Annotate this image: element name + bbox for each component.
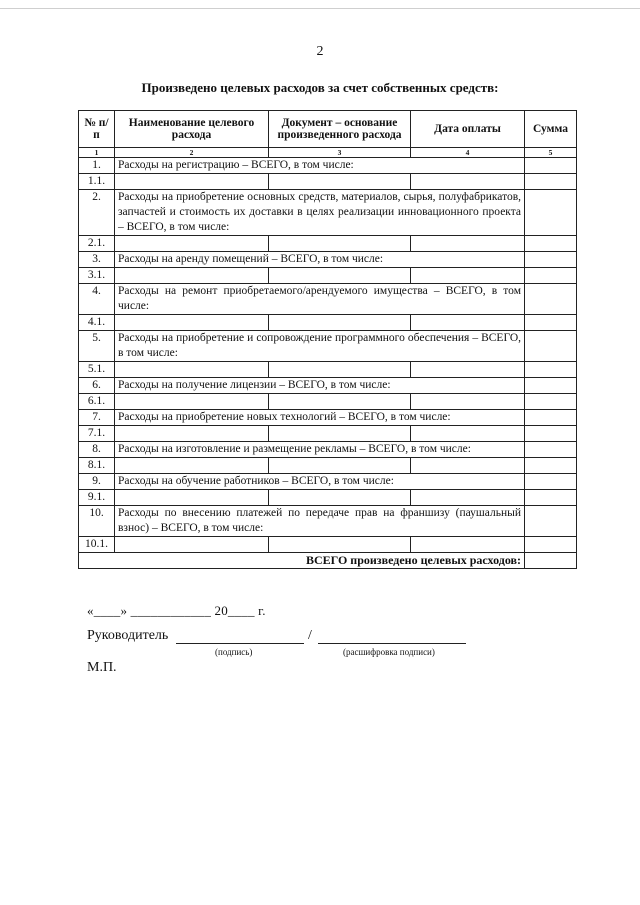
row-number: 7.1. xyxy=(79,426,115,442)
row-date xyxy=(411,426,525,442)
table-row-category xyxy=(79,252,577,268)
row-sum xyxy=(525,458,577,474)
row-number: 9.1. xyxy=(79,490,115,506)
row-number: 3. xyxy=(79,252,115,268)
row-date xyxy=(411,458,525,474)
row-date xyxy=(411,362,525,378)
row-number: 5.1. xyxy=(79,362,115,378)
table-row-item xyxy=(79,458,577,474)
row-name: Расходы на обучение работников – ВСЕГО, в том числе: xyxy=(115,474,525,490)
row-number: 8. xyxy=(79,442,115,458)
decryption-field xyxy=(318,643,466,644)
table-row-item xyxy=(79,315,577,331)
row-name xyxy=(115,458,269,474)
table-row-category xyxy=(79,506,577,537)
table-row-category xyxy=(79,284,577,315)
row-sum xyxy=(525,331,577,362)
table-row-category xyxy=(79,474,577,490)
total-sum-cell xyxy=(525,553,577,569)
table-body xyxy=(79,158,577,553)
table-row-item xyxy=(79,426,577,442)
row-sum xyxy=(525,362,577,378)
row-name: Расходы на получение лицензии – ВСЕГО, в том числе: xyxy=(115,378,525,394)
header-sum: Сумма xyxy=(525,111,577,148)
top-rule xyxy=(0,8,640,9)
row-document xyxy=(269,268,411,284)
row-number: 7. xyxy=(79,410,115,426)
column-index: 4 xyxy=(411,148,525,158)
row-document xyxy=(269,174,411,190)
row-name xyxy=(115,236,269,252)
column-index: 1 xyxy=(79,148,115,158)
column-index: 5 xyxy=(525,148,577,158)
row-name xyxy=(115,315,269,331)
row-number: 10. xyxy=(79,506,115,537)
header-row xyxy=(79,111,577,148)
row-number: 5. xyxy=(79,331,115,362)
table-row-category xyxy=(79,331,577,362)
row-document xyxy=(269,537,411,553)
row-name xyxy=(115,394,269,410)
row-name xyxy=(115,362,269,378)
row-document xyxy=(269,236,411,252)
table-row-item xyxy=(79,174,577,190)
header-num: № п/п xyxy=(79,111,115,148)
decryption-caption: (расшифровка подписи) xyxy=(343,647,435,657)
row-number: 2. xyxy=(79,190,115,236)
page-number: 2 xyxy=(316,44,324,59)
row-document xyxy=(269,426,411,442)
column-index: 2 xyxy=(115,148,269,158)
signature-field xyxy=(176,643,304,644)
row-sum xyxy=(525,190,577,236)
document-title: Произведено целевых расходов за счет собственных средств: xyxy=(141,80,499,95)
row-name xyxy=(115,537,269,553)
row-sum xyxy=(525,537,577,553)
row-sum xyxy=(525,410,577,426)
row-name: Расходы на приобретение и сопровождение программного обеспечения – ВСЕГО, в том числе: xyxy=(115,331,525,362)
row-sum xyxy=(525,490,577,506)
row-sum xyxy=(525,236,577,252)
table-row-category xyxy=(79,190,577,236)
row-number: 6. xyxy=(79,378,115,394)
header-name: Наименование целевого расхода xyxy=(115,111,269,148)
row-name: Расходы по внесению платежей по передаче прав на франшизу (паушальный взнос) – ВСЕГО, в том числе: xyxy=(115,506,525,537)
row-date xyxy=(411,174,525,190)
row-name: Расходы на ремонт приобретаемого/арендуемого имущества – ВСЕГО, в том числе: xyxy=(115,284,525,315)
row-sum xyxy=(525,315,577,331)
row-name xyxy=(115,268,269,284)
row-number: 4. xyxy=(79,284,115,315)
row-date xyxy=(411,490,525,506)
row-sum xyxy=(525,442,577,458)
row-sum xyxy=(525,378,577,394)
signature-slash: / xyxy=(308,628,312,643)
signer-label: Руководитель xyxy=(87,628,169,643)
row-sum xyxy=(525,394,577,410)
row-document xyxy=(269,362,411,378)
row-number: 1.1. xyxy=(79,174,115,190)
table-row-category xyxy=(79,410,577,426)
row-date xyxy=(411,268,525,284)
row-number: 6.1. xyxy=(79,394,115,410)
row-sum xyxy=(525,474,577,490)
table-row-category xyxy=(79,442,577,458)
row-number: 4.1. xyxy=(79,315,115,331)
row-name: Расходы на приобретение новых технологий – ВСЕГО, в том числе: xyxy=(115,410,525,426)
row-sum xyxy=(525,426,577,442)
table-row-category xyxy=(79,378,577,394)
header-date: Дата оплаты xyxy=(411,111,525,148)
table-row-item xyxy=(79,268,577,284)
row-number: 8.1. xyxy=(79,458,115,474)
row-name xyxy=(115,490,269,506)
row-sum xyxy=(525,284,577,315)
row-number: 2.1. xyxy=(79,236,115,252)
date-line: «____» ____________ 20____ г. xyxy=(87,603,266,618)
row-name xyxy=(115,426,269,442)
row-number: 1. xyxy=(79,158,115,174)
row-document xyxy=(269,315,411,331)
column-index: 3 xyxy=(269,148,411,158)
row-name: Расходы на регистрацию – ВСЕГО, в том числе: xyxy=(115,158,525,174)
total-row xyxy=(79,553,577,569)
row-document xyxy=(269,458,411,474)
expenses-table xyxy=(78,110,577,569)
row-sum xyxy=(525,174,577,190)
row-number: 9. xyxy=(79,474,115,490)
row-date xyxy=(411,537,525,553)
table-row-item xyxy=(79,362,577,378)
stamp-label: М.П. xyxy=(87,660,117,675)
row-name: Расходы на приобретение основных средств, материалов, сырья, полуфабрикатов, запчастей и стоимость их доставки в целях реализации инновационного проекта – ВСЕГО, в том числе: xyxy=(115,190,525,236)
row-sum xyxy=(525,158,577,174)
total-label: ВСЕГО произведено целевых расходов: xyxy=(79,553,525,569)
row-name: Расходы на изготовление и размещение рекламы – ВСЕГО, в том числе: xyxy=(115,442,525,458)
row-document xyxy=(269,490,411,506)
table-row-category xyxy=(79,158,577,174)
row-sum xyxy=(525,268,577,284)
row-sum xyxy=(525,252,577,268)
row-number: 10.1. xyxy=(79,537,115,553)
row-sum xyxy=(525,506,577,537)
signature-caption: (подпись) xyxy=(215,647,253,657)
table-row-item xyxy=(79,394,577,410)
row-date xyxy=(411,236,525,252)
row-document xyxy=(269,394,411,410)
table-row-item xyxy=(79,537,577,553)
row-name xyxy=(115,174,269,190)
column-index-row xyxy=(79,148,577,158)
table-row-item xyxy=(79,236,577,252)
table-row-item xyxy=(79,490,577,506)
row-name: Расходы на аренду помещений – ВСЕГО, в том числе: xyxy=(115,252,525,268)
header-document: Документ – основание произведенного расхода xyxy=(269,111,411,148)
row-date xyxy=(411,394,525,410)
row-date xyxy=(411,315,525,331)
row-number: 3.1. xyxy=(79,268,115,284)
